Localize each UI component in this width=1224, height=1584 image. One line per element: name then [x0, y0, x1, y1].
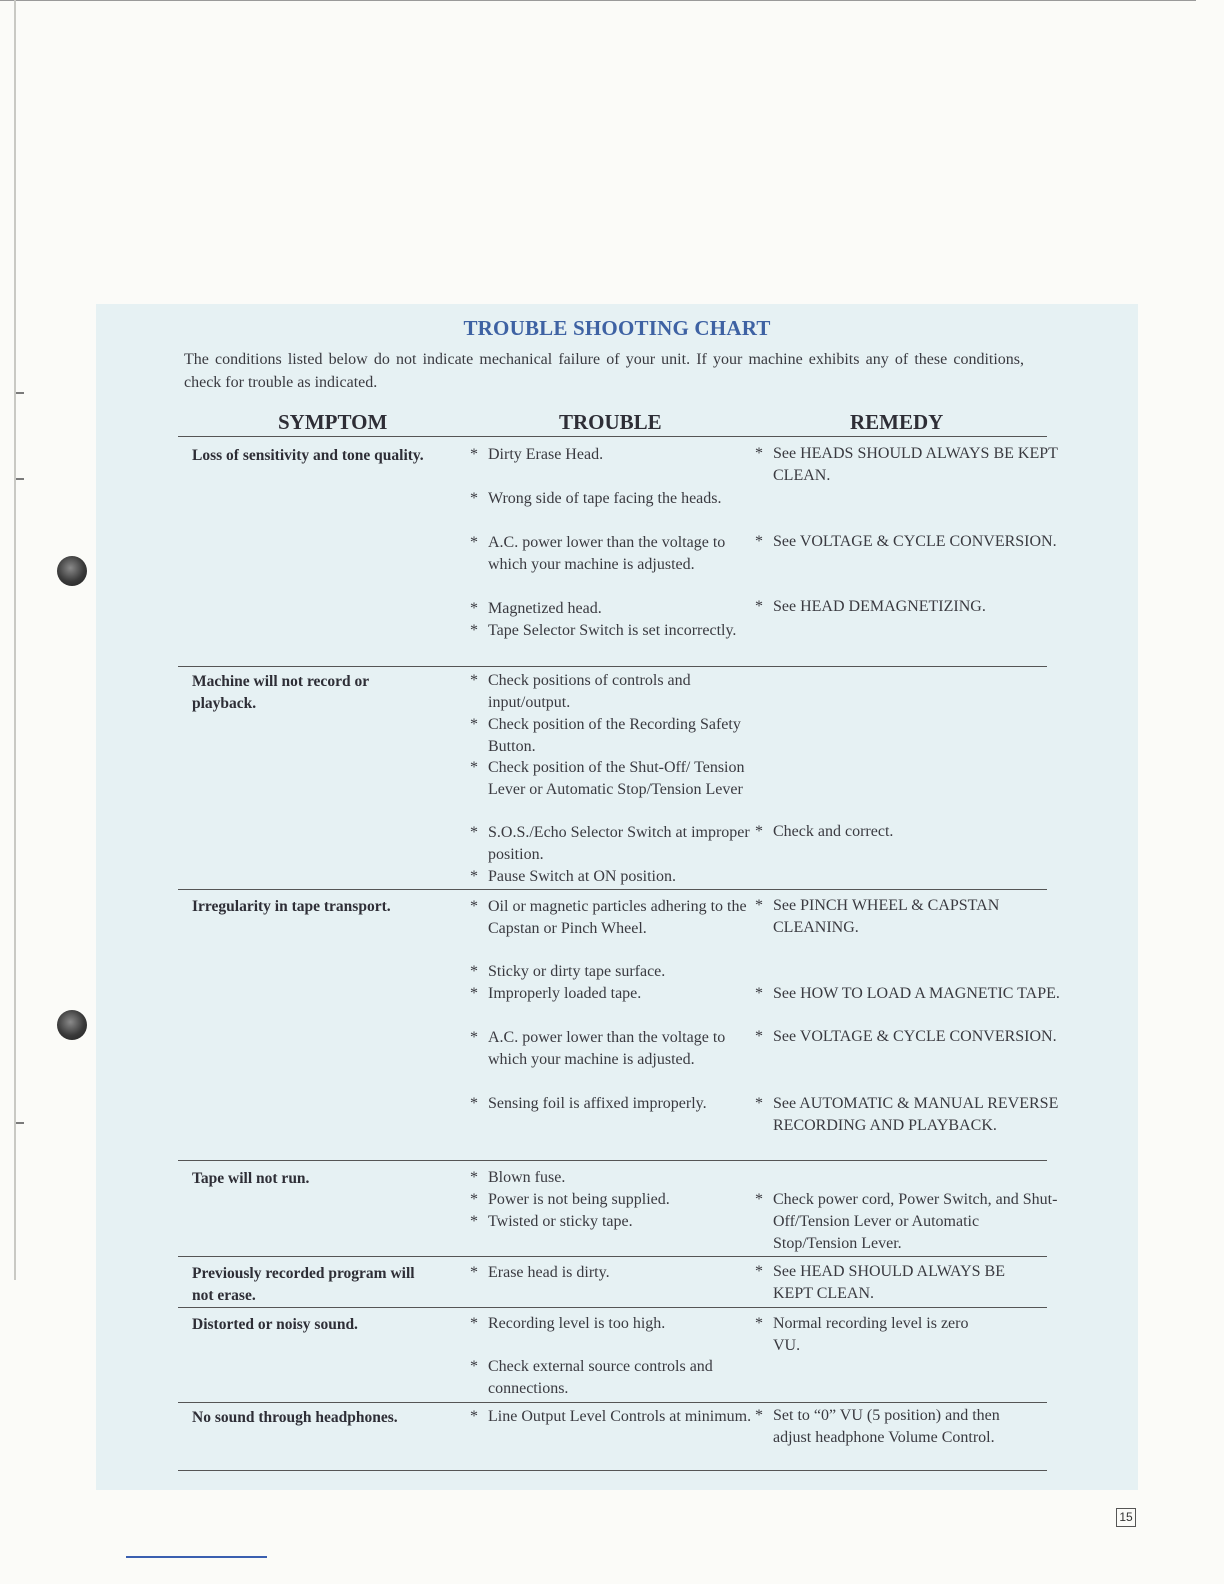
trouble-item: * Dirty Erase Head.	[470, 446, 604, 463]
row-symptom: Machine will not record or playback.	[192, 673, 369, 712]
binder-hole	[57, 556, 87, 586]
row-rule	[178, 889, 1047, 890]
remedy-item: * Check and correct.	[755, 823, 894, 840]
row-rule	[178, 1402, 1047, 1403]
page-number: 15	[1116, 1508, 1136, 1527]
trouble-item: * Sensing foil is affixed improperly.	[470, 1095, 707, 1112]
row-rule	[178, 666, 1047, 667]
remedy-item: * See VOLTAGE & CYCLE CONVERSION.	[755, 1028, 1057, 1045]
remedy-item: * Normal recording level is zero VU.	[755, 1315, 969, 1354]
trouble-item: * Tape Selector Switch is set incorrectly.	[470, 622, 737, 639]
left-page-edge	[14, 0, 16, 1280]
trouble-item: * A.C. power lower than the voltage to which your machine is adjusted.	[470, 534, 726, 573]
remedy-item: * See HEAD SHOULD ALWAYS BE KEPT CLEAN.	[755, 1263, 1005, 1302]
row-symptom: Loss of sensitivity and tone quality.	[192, 447, 424, 464]
top-edge-rule	[0, 0, 1196, 1]
trouble-item: * Improperly loaded tape.	[470, 985, 642, 1002]
trouble-item: * Check positions of controls and input/output.	[470, 672, 691, 711]
row-symptom: No sound through headphones.	[192, 1409, 398, 1426]
trouble-item: * Pause Switch at ON position.	[470, 868, 676, 885]
row-rule	[178, 1256, 1047, 1257]
intro-text: The conditions listed below do not indicate mechanical failure of your unit. If your machine exhibits any of these conditions, check for trouble as indicated.	[184, 351, 1024, 391]
column-header-remedy: REMEDY	[850, 410, 944, 434]
remedy-item: * See HEAD DEMAGNETIZING.	[755, 598, 986, 615]
trouble-item: * Twisted or sticky tape.	[470, 1213, 633, 1230]
row-rule	[178, 1160, 1047, 1161]
trouble-item: * Check external source controls and connections.	[470, 1358, 713, 1397]
trouble-shooting-panel	[96, 304, 1138, 1490]
column-header-trouble: TROUBLE	[559, 410, 662, 434]
trouble-item: * Erase head is dirty.	[470, 1264, 610, 1281]
trouble-item: * S.O.S./Echo Selector Switch at improper position.	[470, 824, 750, 863]
trouble-item: * A.C. power lower than the voltage to which your machine is adjusted.	[470, 1029, 726, 1068]
trouble-item: * Check position of the Shut-Off/ Tension Lever or Automatic Stop/Tension Lever	[470, 759, 745, 798]
remedy-item: * See AUTOMATIC & MANUAL REVERSE RECORDING AND PLAYBACK.	[755, 1095, 1059, 1134]
trouble-item: * Magnetized head.	[470, 600, 602, 617]
remedy-item: * See PINCH WHEEL & CAPSTAN CLEANING.	[755, 897, 1000, 936]
remedy-item: * See HEADS SHOULD ALWAYS BE KEPT CLEAN.	[755, 445, 1058, 484]
trouble-item: * Power is not being supplied.	[470, 1191, 670, 1208]
trouble-item: * Recording level is too high.	[470, 1315, 666, 1332]
bottom-link-underline	[126, 1556, 267, 1558]
remedy-item: * See VOLTAGE & CYCLE CONVERSION.	[755, 533, 1057, 550]
column-header-symptom: SYMPTOM	[278, 410, 388, 434]
binder-hole	[57, 1010, 87, 1040]
row-symptom: Distorted or noisy sound.	[192, 1316, 358, 1333]
row-rule	[178, 1470, 1047, 1471]
header-rule	[178, 436, 1047, 437]
remedy-item: * See HOW TO LOAD A MAGNETIC TAPE.	[755, 985, 1060, 1002]
remedy-item: * Set to “0” VU (5 position) and then adjust headphone Volume Control.	[755, 1407, 1000, 1446]
row-symptom: Irregularity in tape transport.	[192, 898, 391, 915]
chart-title: TROUBLE SHOOTING CHART	[463, 316, 771, 340]
trouble-item: * Sticky or dirty tape surface.	[470, 963, 666, 980]
trouble-item: * Check position of the Recording Safety Button.	[470, 716, 741, 755]
edge-tick	[16, 392, 24, 394]
trouble-item: * Wrong side of tape facing the heads.	[470, 490, 722, 507]
edge-tick	[16, 1122, 24, 1124]
row-symptom: Previously recorded program will not erase.	[192, 1265, 415, 1304]
remedy-item: * Check power cord, Power Switch, and Shut-Off/Tension Lever or Automatic Stop/Tension Lever.	[755, 1191, 1058, 1252]
edge-tick	[16, 478, 24, 480]
trouble-item: * Oil or magnetic particles adhering to the Capstan or Pinch Wheel.	[470, 898, 747, 937]
row-symptom: Tape will not run.	[192, 1170, 310, 1187]
trouble-item: * Blown fuse.	[470, 1169, 566, 1186]
trouble-item: * Line Output Level Controls at minimum.	[470, 1408, 752, 1425]
row-rule	[178, 1307, 1047, 1308]
